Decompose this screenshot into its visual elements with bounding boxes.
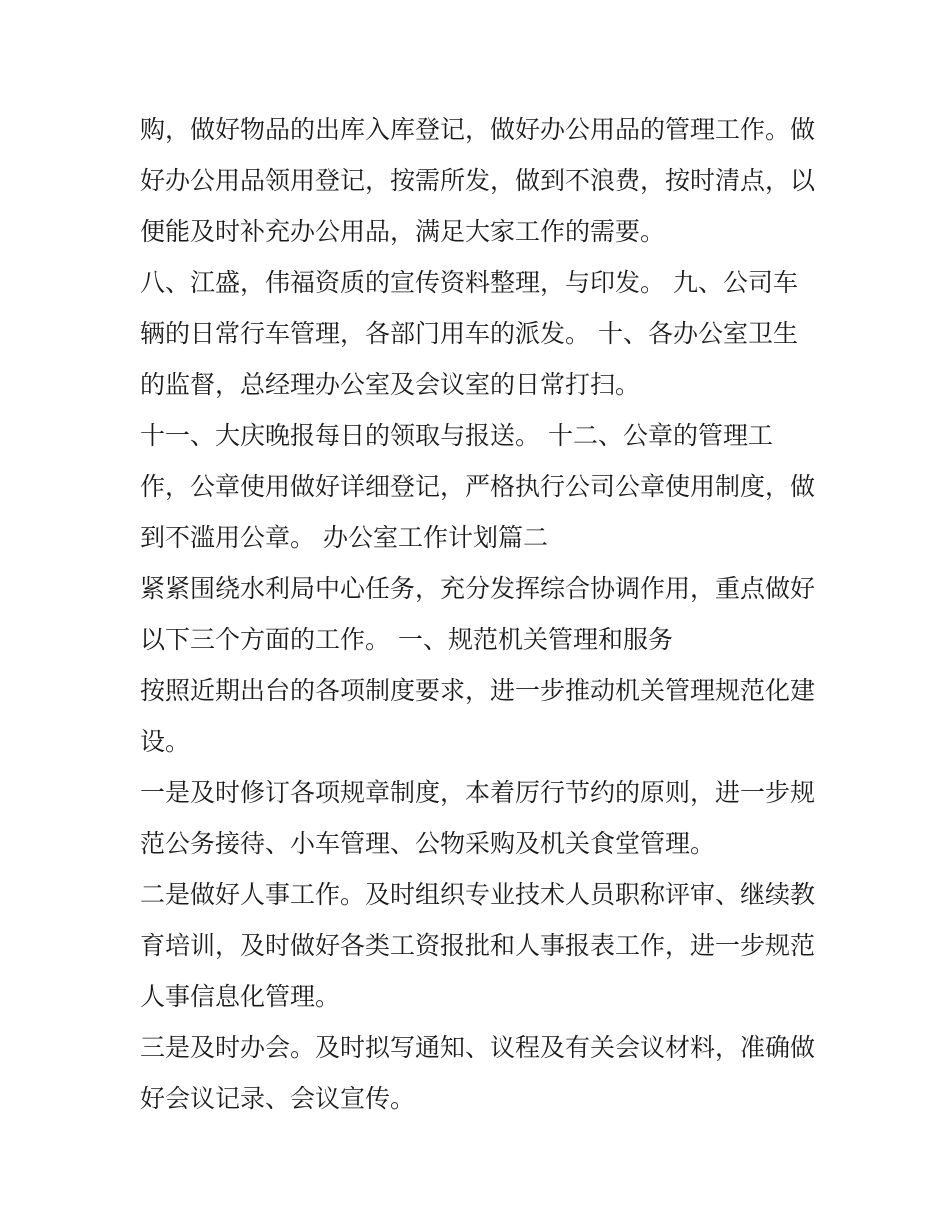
text-line: 紧紧围绕水利局中心任务，充分发挥综合协调作用，重点做好 bbox=[140, 574, 816, 603]
text-line: 十一、大庆晚报每日的领取与报送。 十二、公章的管理工 bbox=[140, 421, 773, 450]
text-line: 好会议记录、会议宣传。 bbox=[140, 1084, 416, 1113]
text-line: 八、江盛，伟福资质的宣传资料整理，与印发。 九、公司车 bbox=[140, 268, 798, 297]
text-line: 按照近期出台的各项制度要求，进一步推动机关管理规范化建 bbox=[140, 676, 816, 705]
document-body bbox=[140, 104, 820, 1124]
text-line: 三是及时办会。及时拟写通知、议程及有关会议材料，准确做 bbox=[140, 1033, 816, 1062]
text-line: 育培训，及时做好各类工资报批和人事报表工作，进一步规范 bbox=[140, 931, 816, 960]
text-line: 辆的日常行车管理，各部门用车的派发。 十、各办公室卫生 bbox=[140, 319, 798, 348]
text-line: 范公务接待、小车管理、公物采购及机关食堂管理。 bbox=[140, 829, 716, 858]
text-line: 人事信息化管理。 bbox=[140, 982, 341, 1011]
text-line: 作，公章使用做好详细登记，严格执行公司公章使用制度，做 bbox=[140, 472, 816, 501]
text-line: 好办公用品领用登记，按需所发，做到不浪费，按时清点，以 bbox=[140, 166, 816, 195]
text-line: 购，做好物品的出库入库登记，做好办公用品的管理工作。做 bbox=[140, 115, 816, 144]
text-line: 一是及时修订各项规章制度，本着厉行节约的原则，进一步规 bbox=[140, 778, 816, 807]
text-line: 以下三个方面的工作。 一、规范机关管理和服务 bbox=[140, 625, 673, 654]
text-line: 设。 bbox=[140, 727, 191, 756]
text-line: 便能及时补充办公用品，满足大家工作的需要。 bbox=[140, 217, 666, 246]
text-line: 到不滥用公章。 办公室工作计划篇二 bbox=[140, 523, 548, 552]
text-line: 二是做好人事工作。及时组织专业技术人员职称评审、继续教 bbox=[140, 880, 816, 909]
text-line: 的监督，总经理办公室及会议室的日常打扫。 bbox=[140, 370, 641, 399]
